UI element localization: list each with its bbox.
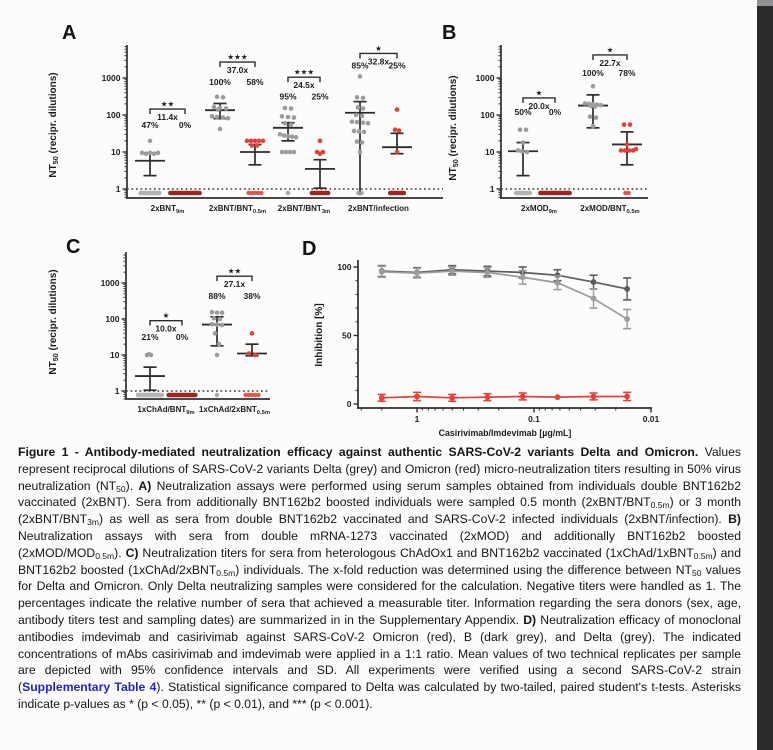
svg-text:★★: ★★ xyxy=(227,266,242,276)
svg-text:1: 1 xyxy=(114,386,120,396)
svg-text:50%: 50% xyxy=(514,107,532,117)
svg-text:1: 1 xyxy=(115,184,121,194)
svg-text:88%: 88% xyxy=(208,290,226,301)
svg-text:2xMOD/BNT0.5m: $2xMOD/BNT_{0.5m}$ xyxy=(580,204,640,216)
svg-text:Casirivimab/Imdevimab [µg/mL]: Casirivimab/Imdevimab [µg/mL] xyxy=(438,428,572,438)
svg-text:100: 100 xyxy=(337,262,352,272)
svg-text:1: 1 xyxy=(414,414,420,424)
svg-text:1: 1 xyxy=(489,184,495,194)
panel-a-label: A xyxy=(62,22,77,44)
svg-text:25%: 25% xyxy=(388,60,406,71)
svg-text:1xChAd/BNT9m: $1xChAd/BNT_{9m}$ xyxy=(137,405,195,417)
svg-text:★: ★ xyxy=(162,311,170,321)
svg-text:2xBNT/BNT0.5m: $2xBNT/BNT_{0.5m}$ xyxy=(208,204,267,216)
svg-text:38%: 38% xyxy=(243,290,261,301)
svg-text:10.0x: 10.0x xyxy=(155,323,177,334)
svg-text:22.7x: 22.7x xyxy=(599,57,621,68)
svg-text:24.5x: 24.5x xyxy=(293,80,315,91)
svg-text:100%: 100% xyxy=(209,77,231,88)
panel-a-scatter-chart xyxy=(40,20,460,228)
svg-text:★: ★ xyxy=(375,43,382,53)
svg-text:10: 10 xyxy=(485,147,495,157)
svg-text:100%: 100% xyxy=(582,67,604,78)
svg-text:2xBNT/BNT3m: $2xBNT/BNT_{3m}$ xyxy=(277,204,331,216)
svg-text:20.0x: 20.0x xyxy=(528,100,550,111)
svg-text:47%: 47% xyxy=(141,120,159,131)
panel-b-label: B xyxy=(442,22,457,44)
svg-text:2xBNT/infection: 2xBNT/infection xyxy=(348,204,409,213)
svg-text:NT50 (recipr. dilutions): $NT_{50}$ (recipr. dilutions) xyxy=(448,75,461,181)
svg-text:0: 0 xyxy=(346,399,352,409)
svg-text:27.1x: 27.1x xyxy=(223,279,246,290)
svg-text:32.8x: 32.8x xyxy=(367,56,390,67)
svg-text:Inhibition [%]: Inhibition [%] xyxy=(314,303,325,367)
svg-text:25%: 25% xyxy=(311,91,329,102)
right-dark-band xyxy=(757,0,773,750)
svg-text:10: 10 xyxy=(111,147,121,157)
panel-c-label: C xyxy=(66,236,81,258)
svg-text:★: ★ xyxy=(535,88,543,98)
band-top-sliver xyxy=(757,0,773,6)
svg-text:0%: 0% xyxy=(175,332,189,343)
panel-d-label: D xyxy=(302,238,317,260)
svg-text:2xBNT9m: 2xBNT$_{9m}$ xyxy=(150,204,185,216)
supplementary-table-4-link[interactable]: Supplementary Table 4 xyxy=(22,680,157,695)
svg-text:0.01: 0.01 xyxy=(642,414,660,424)
svg-text:1xChAd/2xBNT0.5m: 1xChAd/2xBNT$_{0.5m}$ xyxy=(198,405,271,417)
svg-text:95%: 95% xyxy=(279,91,297,102)
svg-text:10: 10 xyxy=(110,350,120,360)
svg-text:78%: 78% xyxy=(618,67,636,78)
svg-text:NT50 (recipr. dilutions): $NT_{50}$ (recipr. dilutions) xyxy=(48,72,61,178)
figure-caption: Figure 1 - Antibody-mediated neutralization efficacy against authentic SARS-CoV-2 variants Delta and Omicron. Values represent reciprocal dilutions of SARS-CoV-2 variants Delta (grey) and Omicron (red) micro-neutralization titers resulting in 50% virus neutralization $(NT_{50})$. A) Neutralization assays were performed using serum samples obtained from individuals double BNT162b2 vaccinated (2xBNT). Sera from additionally BNT162b2 boosted individuals were sampled 0.5 month $(2xBNT/BNT_{0.5m})$ or 3 month $(2xBNT/BNT_{3m})$ as well as sera from double BNT162b2 vaccinated and SARS-CoV-2 infected individuals (2xBNT/infection). B) Neutralization assays with sera from double mRNA-1273 vaccinated (2xMOD) and additionally BNT162b2 boosted $(2xMOD/MOD_{0.5m})$. C) Neutralization titers for sera from heterologous ChAdOx1 and BNT162b2 vaccinated (1xChAd/1xBNT$_{0.5m}$) and BNT162b2 boosted (1xChAd/2xBNT$_{0.5m}$) individuals. The x-fold reduction was determined using the difference between $NT_{50}$ values for Delta and Omicron. Only Delta neutralizing samples were considered for the calculation. Negative titers were handled as 1. The percentages indicate the relative number of sera that achieved a measurable titer. Information regarding the sera donors (sex, age, antibody titers test and sampling dates) are summarized in in the Supplementary Appendix. D) Neutralization efficacy of monoclonal antibodies imdevimab and casirivimab against SARS-CoV-2 Omicron (red), B (dark grey), and Delta (grey). The indicated concentrations of mAbs casirivimab and imdevimab were applied in a 1:1 ratio. Mean values of two technical replicates per sample are depicted with 95% confidence intervals and SD. All experiments were verified using a second SARS-CoV-2 strain (Supplementary Table 4). Statistical significance compared to Delta was calculated by two-tailed, paired student's t-tests. Asterisks indicate p-values as * (p < 0.05), ** (p < 0.01), and *** (p < 0.001). xyxy=(18,445,741,711)
svg-text:1000: 1000 xyxy=(101,73,121,83)
svg-text:0%: 0% xyxy=(548,107,562,117)
svg-text:0.1: 0.1 xyxy=(528,414,540,424)
svg-text:58%: 58% xyxy=(246,77,264,88)
svg-text:100: 100 xyxy=(105,314,120,324)
svg-text:1000: 1000 xyxy=(475,73,495,83)
svg-text:0%: 0% xyxy=(178,120,192,131)
svg-text:85%: 85% xyxy=(351,60,369,71)
panel-d-line-chart xyxy=(300,235,720,447)
svg-text:2xMOD9m: 2xMOD$_{9m}$ xyxy=(521,204,557,216)
svg-text:100: 100 xyxy=(106,110,121,120)
svg-text:100: 100 xyxy=(480,110,495,120)
svg-text:37.0x: 37.0x xyxy=(226,65,249,76)
svg-text:★★★: ★★★ xyxy=(293,67,315,77)
svg-text:★★★: ★★★ xyxy=(227,52,248,62)
svg-text:★★: ★★ xyxy=(160,99,175,109)
svg-text:11.4x: 11.4x xyxy=(157,112,178,123)
svg-text:21%: 21% xyxy=(141,332,159,343)
svg-text:50: 50 xyxy=(342,330,352,341)
panel-b-scatter-chart xyxy=(440,20,712,228)
svg-text:1000: 1000 xyxy=(100,278,120,288)
svg-text:★: ★ xyxy=(606,45,614,55)
svg-text:NT50 (recipr. dilutions): $NT_{50}$ (recipr. dilutions) xyxy=(48,269,61,375)
